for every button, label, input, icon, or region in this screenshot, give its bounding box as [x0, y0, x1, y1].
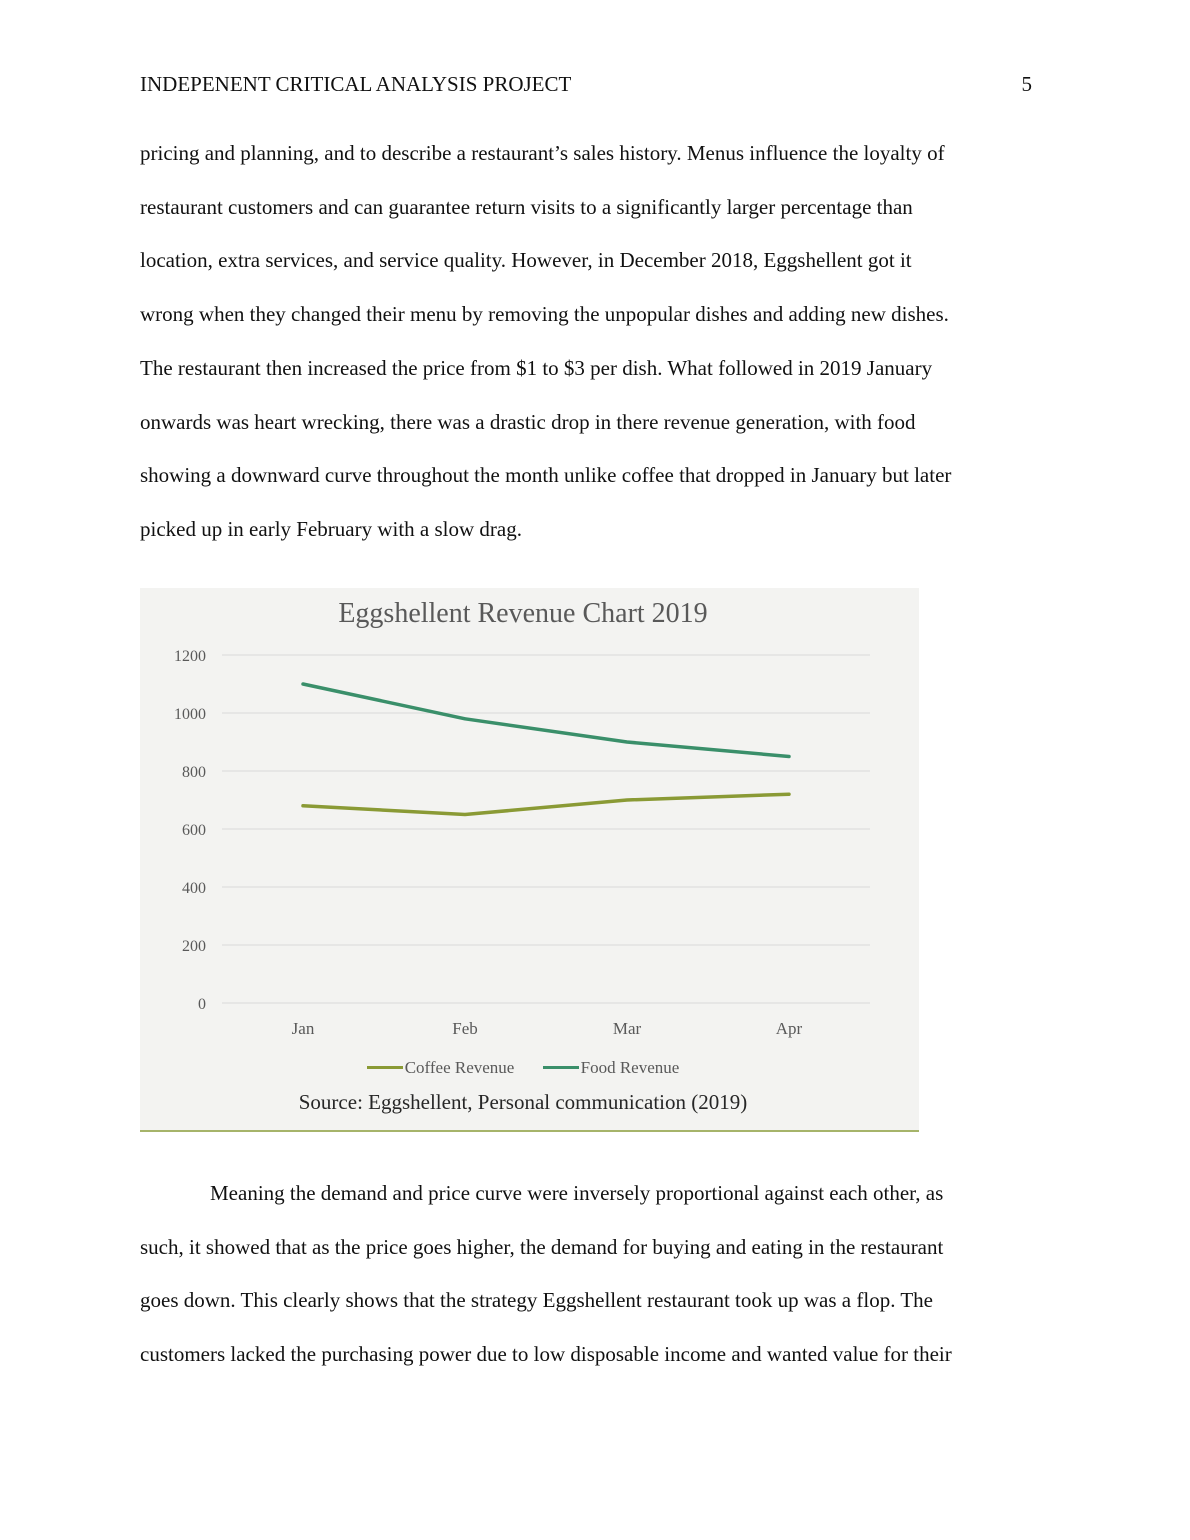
paragraph-line: location, extra services, and service quality. However, in December 2018, Eggshellent got it: [140, 248, 912, 273]
running-head: [140, 71, 1032, 97]
paragraph-line: restaurant customers and can guarantee return visits to a significantly larger percentage than: [140, 194, 913, 219]
paragraph-line: showing a downward curve throughout the month unlike coffee that dropped in January but later: [140, 463, 952, 488]
chart-plot: [140, 588, 919, 1058]
y-tick-label: 200: [182, 938, 206, 955]
y-tick-label: 1000: [174, 706, 206, 723]
chart-legend: [140, 1054, 906, 1078]
y-tick-label: 0: [198, 996, 206, 1013]
x-tick-label: Mar: [612, 1019, 642, 1038]
x-tick-label: Feb: [452, 1019, 478, 1038]
data-point: [626, 741, 629, 744]
legend-item-coffee: [367, 1058, 515, 1078]
y-tick-label: 1200: [174, 648, 206, 665]
y-tick-label: 800: [182, 764, 206, 781]
legend-swatch-food: [543, 1066, 579, 1069]
y-tick-label: 400: [182, 880, 206, 897]
paragraph-line: Meaning the demand and price curve were inversely proportional against each other, as: [210, 1181, 944, 1205]
data-point: [464, 717, 467, 720]
data-point: [788, 755, 791, 758]
paragraph-line: goes down. This clearly shows that the strategy Eggshellent restaurant took up was a flop. The: [140, 1288, 933, 1313]
running-head-title: INDEPENENT CRITICAL ANALYSIS PROJECT: [140, 72, 572, 96]
series-line-coffee: [303, 794, 789, 814]
data-point: [788, 793, 791, 796]
chart-title: Eggshellent Revenue Chart 2019: [338, 598, 708, 629]
series-line-food: [303, 684, 789, 757]
paragraph-line: customers lacked the purchasing power due to low disposable income and wanted value for their: [140, 1342, 952, 1367]
paragraph-line: such, it showed that as the price goes higher, the demand for buying and eating in the restaurant: [140, 1234, 944, 1259]
data-point: [302, 683, 305, 686]
body-paragraph-2: [140, 1167, 1050, 1382]
paragraph-line: onwards was heart wrecking, there was a drastic drop in there revenue generation, with food: [140, 409, 916, 434]
paragraph-line: The restaurant then increased the price from $1 to $3 per dish. What followed in 2019 January: [140, 355, 933, 380]
legend-swatch-coffee: [367, 1066, 403, 1069]
x-tick-label: Jan: [291, 1019, 315, 1038]
x-tick-label: Apr: [775, 1019, 803, 1038]
data-point: [302, 804, 305, 807]
legend-label-coffee: Coffee Revenue: [404, 1057, 515, 1077]
data-point: [626, 799, 629, 802]
legend-label-food: Food Revenue: [580, 1057, 680, 1077]
paragraph-line: pricing and planning, and to describe a restaurant’s sales history. Menus influence the loyalty of: [140, 141, 945, 165]
revenue-chart-figure: [140, 588, 919, 1132]
data-point: [464, 813, 467, 816]
legend-item-food: [543, 1058, 680, 1078]
y-tick-label: 600: [182, 822, 206, 839]
page-number: 5: [1021, 72, 1032, 96]
paragraph-line: picked up in early February with a slow drag.: [140, 516, 522, 541]
body-paragraph-1: [140, 127, 1050, 557]
paragraph-line: wrong when they changed their menu by removing the unpopular dishes and adding new dishes.: [140, 302, 949, 327]
chart-source-caption: Source: Eggshellent, Personal communication (2019): [298, 1090, 748, 1114]
